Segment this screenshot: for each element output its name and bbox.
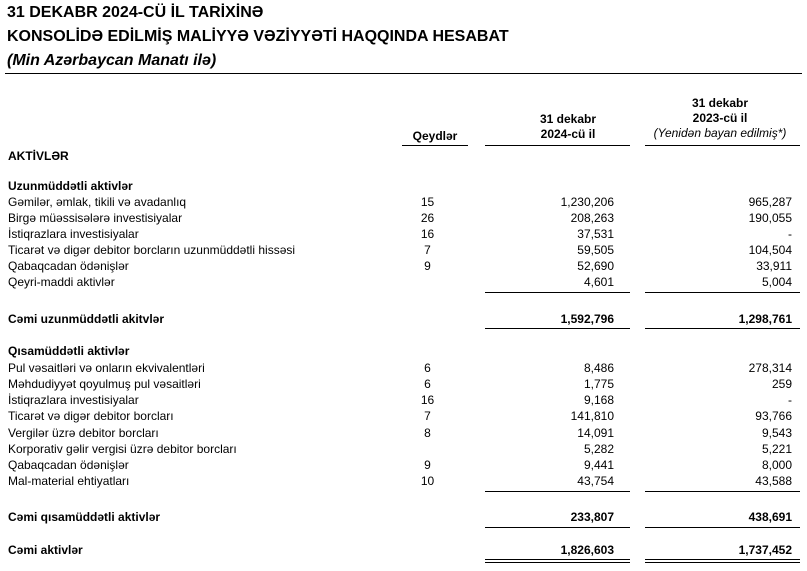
subtotal-line-2023 <box>645 292 800 293</box>
noncurrent-heading-label: Uzunmüddətli aktivlər <box>8 179 133 193</box>
noncurrent-heading <box>0 179 807 194</box>
row-value-2023: 93,766 <box>755 409 792 423</box>
assets-heading <box>0 149 807 164</box>
row-value-2024: 141,810 <box>570 409 614 423</box>
row-value-2024: 4,601 <box>583 275 614 289</box>
header-notes-underline <box>402 145 468 146</box>
subtotal-line-2024 <box>485 491 630 492</box>
total-value-2023: 438,691 <box>748 510 792 524</box>
table-row <box>0 259 807 274</box>
total-label: Cəmi qısamüddətli aktivlər <box>8 510 161 524</box>
row-value-2023: 9,543 <box>761 426 792 440</box>
row-label: Ticarət və digər debitor borcları <box>8 409 174 423</box>
row-label: Birgə müəssisələrə investisiyalar <box>8 211 183 225</box>
grand-total-double-line-2023 <box>645 559 800 563</box>
subtotal-line-2024 <box>485 292 630 293</box>
row-note: 15 <box>420 195 435 209</box>
row-value-2023: 259 <box>771 377 792 391</box>
row-value-2023: 5,004 <box>761 275 792 289</box>
row-value-2023: 33,911 <box>756 259 792 273</box>
row-value-2023: 43,588 <box>755 474 792 488</box>
row-value-2023: 965,287 <box>748 195 792 209</box>
row-value-2024: 1,230,206 <box>560 195 614 209</box>
row-note: 8 <box>424 426 431 440</box>
row-label: Məhdudiyyət qoyulmuş pul vəsaitləri <box>8 377 201 391</box>
report-currency-note: (Min Azərbaycan Manatı ilə) <box>7 52 217 69</box>
row-label: Gəmilər, əmlak, tikili və avadanlıq <box>8 195 187 209</box>
row-value-2024: 14,091 <box>577 426 614 440</box>
row-value-2023: 5,221 <box>761 442 792 456</box>
row-note: 10 <box>420 474 435 488</box>
assets-heading-label: AKTİVLƏR <box>8 149 69 163</box>
row-value-2024: 1,775 <box>583 377 614 391</box>
row-value-2024: 9,441 <box>583 458 614 472</box>
row-value-2024: 37,531 <box>577 227 614 241</box>
header-2023-line1: 31 dekabr <box>691 96 749 110</box>
current-heading-label: Qısamüddətli aktivlər <box>8 344 130 358</box>
row-label: Qabaqcadan ödənişlər <box>8 259 129 273</box>
row-value-2023: 278,314 <box>748 361 792 375</box>
row-note: 6 <box>424 377 431 391</box>
row-label: İstiqrazlara investisiyalar <box>8 227 139 241</box>
total-line-2023 <box>645 328 800 329</box>
row-value-2024: 52,690 <box>577 259 614 273</box>
row-label: Ticarət və digər debitor borcların uzunmüddətli hissəsi <box>8 243 296 257</box>
table-row <box>0 393 807 408</box>
table-row <box>0 227 807 242</box>
row-value-2023: 190,055 <box>748 211 792 225</box>
title-divider <box>5 73 802 74</box>
row-value-2024: 208,263 <box>570 211 614 225</box>
total-value-2024: 233,807 <box>570 510 614 524</box>
table-row <box>0 442 807 457</box>
row-value-2024: 43,754 <box>577 474 614 488</box>
header-2024-line1: 31 dekabr <box>539 112 597 126</box>
total-label: Cəmi uzunmüddətli akitvlər <box>8 312 165 326</box>
subtotal-line-2023 <box>645 491 800 492</box>
total-line-2024 <box>485 328 630 329</box>
row-value-2023: 104,504 <box>748 243 792 257</box>
header-2023-restated: (Yenidən bayan edilmiş*) <box>653 126 787 140</box>
table-row <box>0 211 807 226</box>
row-label: Mal-material ehtiyatları <box>8 474 130 488</box>
row-value-2024: 5,282 <box>583 442 614 456</box>
row-note: 6 <box>424 361 431 375</box>
table-row <box>0 458 807 473</box>
current-heading <box>0 344 807 359</box>
row-value-2023: - <box>788 393 792 407</box>
row-note: 7 <box>424 243 431 257</box>
table-row <box>0 195 807 210</box>
total-line-2024 <box>485 527 630 528</box>
report-title-date: 31 DEKABR 2024-CÜ İL TARİXİNƏ <box>7 4 264 21</box>
row-note: 9 <box>424 259 431 273</box>
table-row <box>0 243 807 258</box>
row-label: Vergilər üzrə debitor borcları <box>8 426 159 440</box>
row-label: İstiqrazlara investisiyalar <box>8 393 139 407</box>
total-line-2023 <box>645 527 800 528</box>
table-row <box>0 377 807 392</box>
row-value-2023: - <box>788 227 792 241</box>
row-note: 9 <box>424 458 431 472</box>
total-value-2023: 1,298,761 <box>738 312 792 326</box>
header-2023-underline <box>645 145 800 146</box>
table-row <box>0 275 807 290</box>
row-note: 16 <box>420 227 435 241</box>
row-value-2024: 9,168 <box>583 393 614 407</box>
grand-total-row <box>0 543 807 558</box>
row-note: 26 <box>420 211 435 225</box>
row-label: Pul vəsaitləri və onların ekvivalentləri <box>8 361 205 375</box>
row-label: Korporativ gəlir vergisi üzrə debitor borcları <box>8 442 237 456</box>
header-2024-line2: 2024-cü il <box>540 127 596 141</box>
header-2023 <box>640 96 800 141</box>
table-row <box>0 474 807 489</box>
grand-total-value-2024: 1,826,603 <box>560 543 614 557</box>
grand-total-double-line-2024 <box>485 559 630 563</box>
header-2024 <box>508 112 628 142</box>
row-value-2023: 8,000 <box>761 458 792 472</box>
header-2024-underline <box>485 145 630 146</box>
table-row <box>0 409 807 424</box>
noncurrent-total-row <box>0 312 807 327</box>
grand-total-label: Cəmi aktivlər <box>8 543 83 557</box>
row-value-2024: 59,505 <box>577 243 614 257</box>
row-value-2024: 8,486 <box>583 361 614 375</box>
row-label: Qeyri-maddi aktivlər <box>8 275 115 289</box>
grand-total-value-2023: 1,737,452 <box>738 543 792 557</box>
row-label: Qabaqcadan ödənişlər <box>8 458 129 472</box>
row-note: 16 <box>420 393 435 407</box>
header-notes-label: Qeydlər <box>412 129 458 143</box>
table-row <box>0 361 807 376</box>
row-note: 7 <box>424 409 431 423</box>
report-title: KONSOLİDƏ EDİLMİŞ MALİYYƏ VƏZİYYƏTİ HAQQINDA HESABAT <box>7 28 509 45</box>
table-row <box>0 426 807 441</box>
header-2023-line2: 2023-cü il <box>692 111 748 125</box>
header-notes <box>395 129 475 144</box>
current-total-row <box>0 510 807 525</box>
total-value-2024: 1,592,796 <box>560 312 614 326</box>
